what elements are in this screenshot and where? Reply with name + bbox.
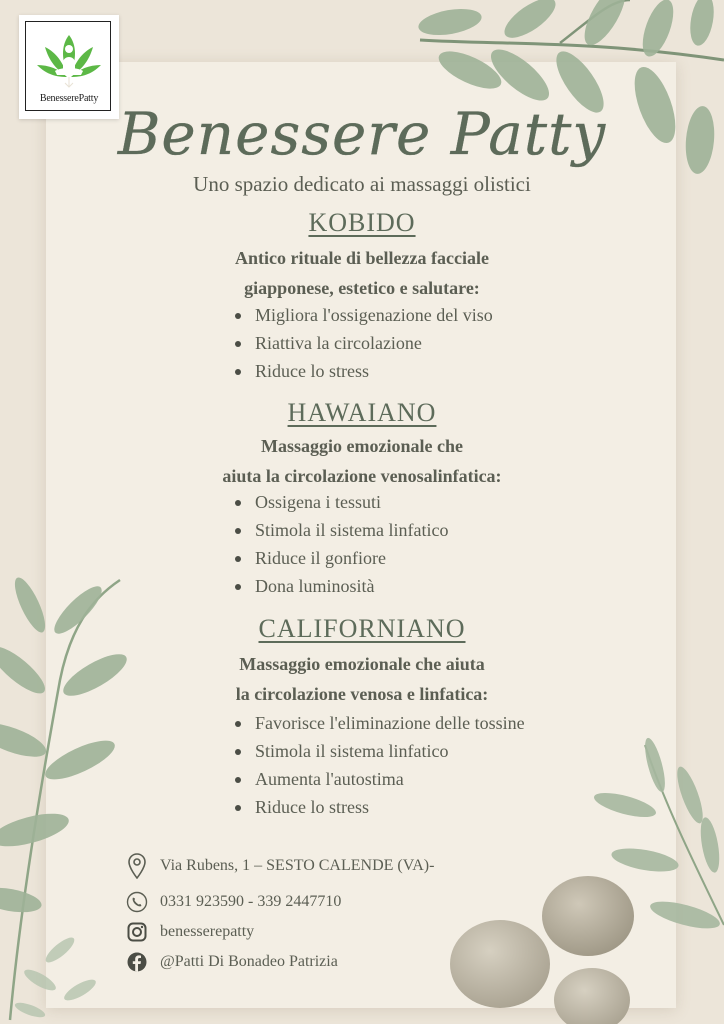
contact-phone: [124, 888, 341, 916]
section-description-hawaiano-line-2: aiuta la circolazione venosalinfatica:: [222, 466, 502, 486]
location-pin-icon: [124, 853, 150, 879]
list-item: Favorisce l'eliminazione delle tossine: [232, 709, 525, 737]
list-item: Aumenta l'autostima: [232, 765, 525, 793]
brand-title: Benessere Patty: [117, 100, 607, 168]
instagram-handle[interactable]: benesserepatty: [160, 923, 255, 940]
section-bullets-californiano: [232, 709, 525, 821]
lotus-meditation-icon: [37, 31, 101, 89]
list-item: Riduce lo stress: [232, 357, 493, 385]
list-item: Riattiva la circolazione: [232, 329, 493, 357]
section-title-californiano: CALIFORNIANO: [258, 614, 466, 643]
list-item: Dona luminosità: [232, 572, 448, 600]
list-item: Migliora l'ossigenazione del viso: [232, 301, 493, 329]
contact-instagram[interactable]: [124, 918, 254, 946]
section-bullets-kobido: [232, 301, 493, 385]
phone-text: 0331 923590 - 339 2447710: [160, 893, 342, 910]
list-item: Stimola il sistema linfatico: [232, 516, 448, 544]
logo-text: BenesserePatty: [39, 93, 99, 104]
section-description-kobido-line-1: Antico rituale di bellezza facciale: [235, 248, 489, 268]
zen-stones-decoration: [440, 860, 724, 1024]
section-title-kobido: KOBIDO: [308, 208, 416, 237]
brand-subtitle: Uno spazio dedicato ai massaggi olistici: [193, 172, 531, 196]
facebook-icon: [124, 949, 150, 975]
section-description-californiano-line-2: la circolazione venosa e linfatica:: [235, 684, 489, 704]
list-item: Riduce il gonfiore: [232, 544, 448, 572]
instagram-icon: [124, 919, 150, 945]
contact-facebook[interactable]: [124, 948, 338, 976]
phone-icon: [124, 889, 150, 915]
facebook-page[interactable]: @Patti Di Bonadeo Patrizia: [160, 953, 338, 970]
section-bullets-hawaiano: [232, 488, 448, 600]
list-item: Riduce lo stress: [232, 793, 525, 821]
contact-address: [124, 852, 434, 880]
section-title-hawaiano: HAWAIANO: [287, 398, 437, 427]
section-description-californiano-line-1: Massaggio emozionale che aiuta: [239, 654, 485, 674]
list-item: Stimola il sistema linfatico: [232, 737, 525, 765]
section-description-kobido-line-2: giapponese, estetico e salutare:: [244, 278, 480, 298]
address-text: Via Rubens, 1 – SESTO CALENDE (VA)-: [160, 857, 435, 874]
list-item: Ossigena i tessuti: [232, 488, 448, 516]
section-description-hawaiano-line-1: Massaggio emozionale che: [261, 436, 463, 456]
